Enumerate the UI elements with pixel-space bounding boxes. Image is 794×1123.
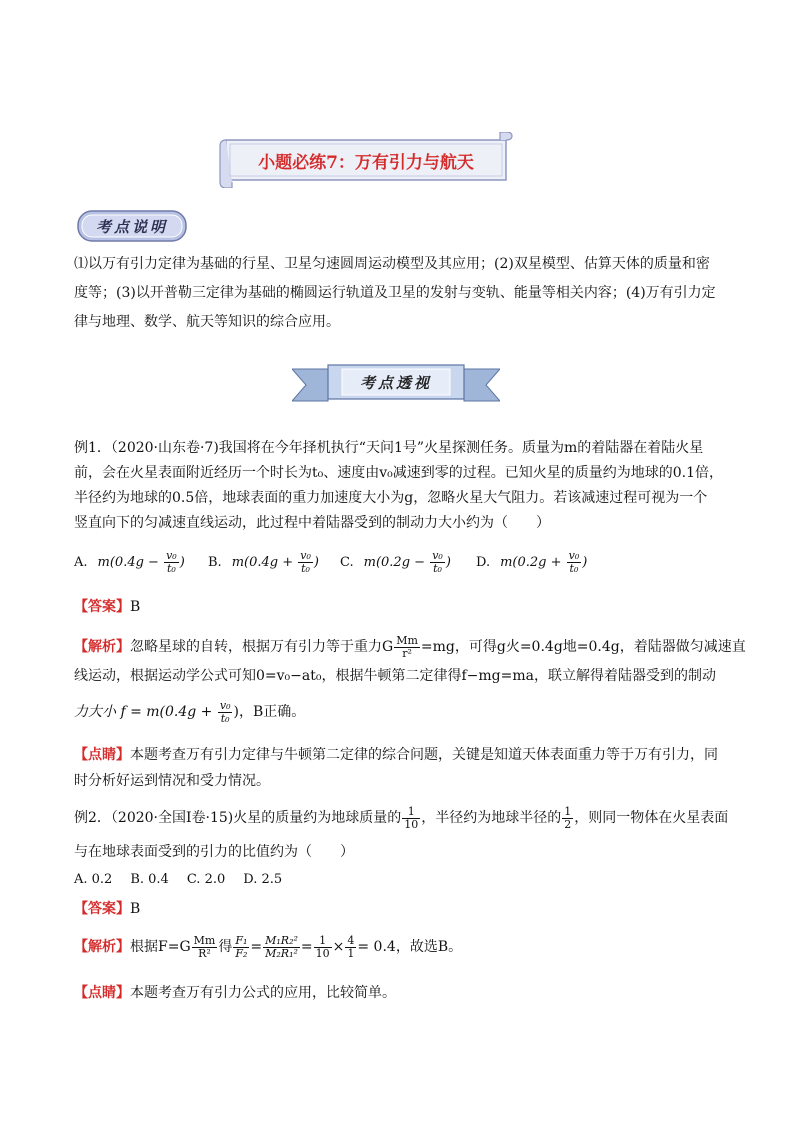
title-banner bbox=[218, 132, 514, 188]
option-d: D. m(0.2g + $\frac{\text{v₀}}{\text{t₀}}$ ) bbox=[476, 549, 588, 575]
section2-label: 考点透视 bbox=[359, 374, 432, 392]
example1-line-4: 竖直向下的匀减速直线运动，此过程中着陆器受到的制动力大小约为（ ） bbox=[74, 515, 550, 531]
comment-label: 【点睛】 bbox=[74, 747, 130, 763]
example2-line-2: 与在地球表面受到的引力的比值约为（ ） bbox=[74, 844, 354, 860]
example1-analysis-line-1: 【解析】忽略星球的自转，根据万有引力等于重力G $\frac{Mm}{\text{r²}}$ =mg，可得g火=0.4g地=0.4g，着陆器做匀减速直 bbox=[74, 633, 746, 660]
analysis-label: 【解析】 bbox=[74, 639, 130, 655]
section1-line-3: 律与地理、数学、航天等知识的综合应用。 bbox=[74, 314, 340, 330]
example2-answer bbox=[74, 896, 724, 922]
page-title: 小题必练7：万有引力与航天 bbox=[258, 153, 474, 173]
example2-options bbox=[74, 872, 282, 887]
example2-analysis: 【解析】根据F=G $\frac{Mm}{\text{R²}}$ 得 $\frac{\text{F₁}}{\text{F₂}}$ = $\frac{\text{M₁R₂²}}{\text{M₂R₁²}}$ = $\frac{1}{10}$ × $\frac{4}{1}$ = 0.4，故选B。 bbox=[74, 933, 463, 960]
option-c: C. m(0.2g − $\frac{\text{v₀}}{\text{t₀}}$ ) bbox=[340, 549, 451, 575]
answer-value: B bbox=[130, 599, 141, 615]
section1-line-2: 度等；(3)以开普勒三定律为基础的椭圆运行轨道及卫星的发射与变轨、能量等相关内容；(4)万有引力定 bbox=[74, 285, 716, 301]
section-label-kaodian-toushi bbox=[292, 363, 500, 405]
section1-line-1: ⑴以万有引力定律为基础的行星、卫星匀速圆周运动模型及其应用；(2)双星模型、估算天体的质量和密 bbox=[74, 256, 710, 272]
example1-analysis-line-3: 力大小 f = m(0.4g + $\frac{\text{v₀}}{\text{t₀}}$ )，B正确。 bbox=[74, 698, 306, 725]
option-b: B. m(0.4g + $\frac{\text{v₀}}{\text{t₀}}$ ) bbox=[208, 549, 319, 575]
example2-comment: 【点睛】本题考查万有引力公式的应用，比较简单。 bbox=[74, 985, 396, 1001]
option-b: B. 0.4 bbox=[130, 872, 169, 887]
answer-label: 【答案】 bbox=[74, 901, 130, 917]
comment-label: 【点睛】 bbox=[74, 985, 130, 1001]
example1-options bbox=[74, 550, 724, 584]
example1-line-2: 前，会在火星表面附近经历一个时长为t₀、速度由v₀减速到零的过程。已知火星的质量约为地球的0.1倍， bbox=[74, 465, 724, 481]
option-d: D. 2.5 bbox=[243, 872, 283, 887]
section-label-kaodian-shuoming bbox=[76, 209, 188, 243]
example1-comment-line-2: 时分析好运到情况和受力情况。 bbox=[74, 773, 270, 789]
example1-line-3: 半径约为地球的0.5倍，地球表面的重力加速度大小为g，忽略火星大气阻力。若该减速过程可视为一个 bbox=[74, 490, 708, 506]
answer-value: B bbox=[130, 901, 141, 917]
example1-comment-line-1: 【点睛】本题考查万有引力定律与牛顿第二定律的综合问题，关键是知道天体表面重力等于万有引力，同 bbox=[74, 747, 718, 763]
option-a: A. 0.2 bbox=[74, 872, 113, 887]
answer-label: 【答案】 bbox=[74, 599, 130, 615]
section1-label: 考点说明 bbox=[95, 218, 168, 236]
example1-answer bbox=[74, 594, 724, 620]
option-c: C. 2.0 bbox=[186, 872, 226, 887]
option-a: A. m(0.4g − $\frac{\text{v₀}}{\text{t₀}}$ ) bbox=[74, 549, 185, 575]
analysis-label: 【解析】 bbox=[74, 939, 130, 955]
example1-analysis-line-2: 线运动，根据运动学公式可知0=v₀−at₀，根据牛顿第二定律得f−mg=ma，联立解得着陆器受到的制动 bbox=[74, 668, 716, 684]
example1-line-1: 例1．（2020·山东卷·7)我国将在今年择机执行“天问1号”火星探测任务。质量为m的着陆器在着陆火星 bbox=[74, 440, 704, 456]
example2-line-1: 例2．（2020·全国Ⅰ卷·15)火星的质量约为地球质量的 $\frac{1}{10}$ ，半径约为地球半径的 $\frac{1}{2}$ ，则同一物体在火星表面 bbox=[74, 804, 729, 831]
